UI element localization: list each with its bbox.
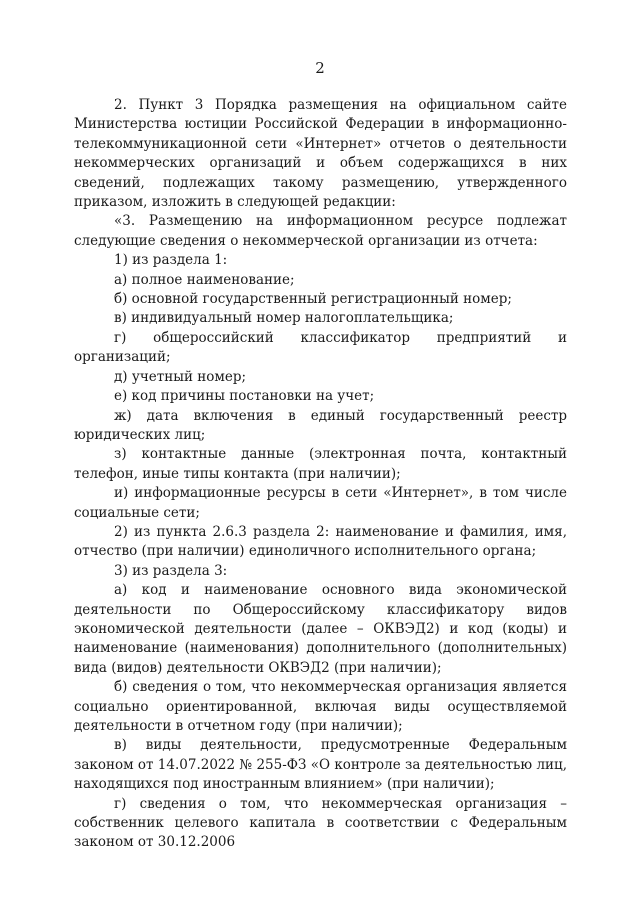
paragraph-section-3: 3) из раздела 3:	[114, 562, 228, 579]
list-item: ж) дата включения в единый государственный реестр юридических лиц;	[74, 407, 567, 443]
list-item: а) полное наименование;	[114, 271, 295, 288]
paragraph-section-1: 1) из раздела 1:	[114, 252, 228, 269]
list-item: в) виды деятельности, предусмотренные Федеральным законом от 14.07.2022 № 255-ФЗ «О контроле за деятельностью лиц, находящихся под иностранным влиянием» (при наличии);	[74, 737, 567, 793]
paragraph-amendment: 2. Пункт 3 Порядка размещения на официальном сайте Министерства юстиции Российской Федерации в информационно-телекоммуникационной сети «Интернет» отчетов о деятельности некоммерческих организаций и объем содержащихся в них сведений, подлежащих такому размещению, утвержденного приказом, изложить в следующей редакции:	[74, 97, 567, 211]
paragraph-item-3: «3. Размещению на информационном ресурсе подлежат следующие сведения о некоммерческой организации из отчета:	[74, 213, 567, 249]
list-item: д) учетный номер;	[114, 368, 247, 385]
list-item: в) индивидуальный номер налогоплательщика;	[114, 310, 454, 327]
list-item: г) сведения о том, что некоммерческая организация – собственник целевого капитала в соответствии с Федеральным законом от 30.12.2006	[74, 795, 567, 851]
list-item: и) информационные ресурсы в сети «Интернет», в том числе социальные сети;	[74, 485, 567, 521]
page-number: 2	[315, 59, 325, 77]
list-item: б) основной государственный регистрационный номер;	[114, 291, 512, 308]
list-item: б) сведения о том, что некоммерческая организация является социально ориентированной, включая виды осуществляемой деятельности в отчетном году (при наличии);	[74, 679, 567, 734]
list-item: а) код и наименование основного вида экономической деятельности по Общероссийскому классификатору видов экономической деятельности (далее – ОКВЭД2) и код (коды) и наименование (наименования) дополнительного (дополнительных) вида (видов) деятельности ОКВЭД2 (при наличии);	[74, 582, 567, 676]
list-item: з) контактные данные (электронная почта, контактный телефон, иные типы контакта (при наличии);	[74, 446, 567, 482]
list-item: е) код причины постановки на учет;	[114, 388, 375, 405]
document-body	[74, 96, 567, 853]
list-item: г) общероссийский классификатор предприятий и организаций;	[74, 329, 567, 366]
paragraph-section-2: 2) из пункта 2.6.3 раздела 2: наименование и фамилия, имя, отчество (при наличии) единоличного исполнительного органа;	[74, 523, 567, 560]
